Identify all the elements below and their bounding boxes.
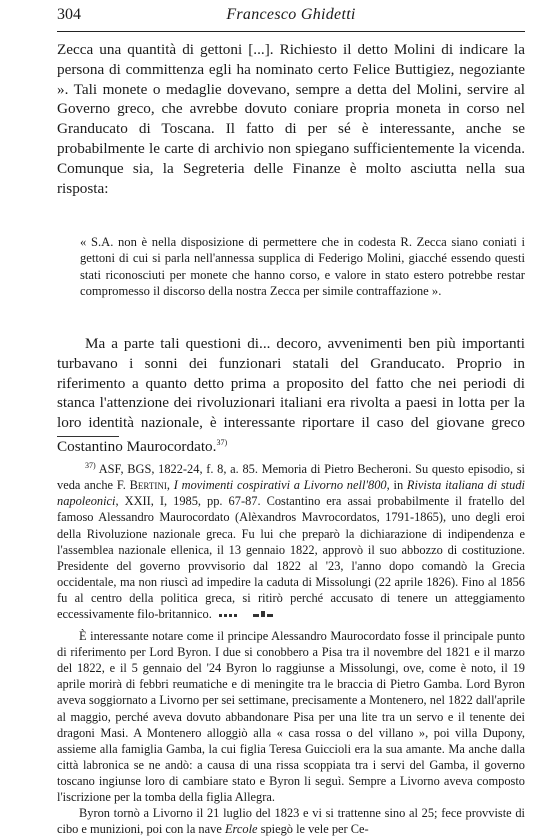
footnote-title: I movimenti cospirativi a Livorno nell'800	[173, 478, 387, 493]
body-paragraph-1: Zecca una quantità di gettoni [...]. Richiesto il detto Molini di indicare la persona di committenza egli ha nominato certo Felice Buttigiez, negoziante ». Tali monete o medaglie dovevano, sempre a detta del Molini, servire al Governo greco, che avrebbe dovuto coniare propria moneta in corso nel Granducato di Toscana. Il fatto di per sé è interessante, anche se probabilmente le carte di archivio non spiegano sufficientemente la vicenda. Comunque sia, la Segreteria delle Finanze è molto asciutta nella sua risposta:	[57, 41, 525, 197]
footnote-paragraph-3	[57, 805, 525, 837]
ink-smudge-mark	[215, 611, 285, 619]
body-paragraph-2	[57, 334, 525, 457]
main-text-2	[57, 334, 525, 457]
footnote-text-3: , XXII, I, 1985, pp. 67-87. Costantino era assai probabilmente il fratello del famoso Alessandro Maurocordato (Alèxandros Mavrocordatos, 1791-1865), uno degli eroi della Rivoluzione nazionale greca. Fu lui che preparò la dichiarazione di indipendenza e l'assemblea nazionale ellenica, il 13 gennaio 1822, approvò il suo abbozzo di costituzione. Presidente del governo provvisorio dal 1822 al '23, l'anno dopo comandò la Grecia occidentale, ma non riuscì ad impedire la caduta di Missolungi (22 aprile 1826). Fino al 1856 fu al centro della politica greca, si ritirò perché accusato di tenere un atteggiamento eccessivamente filo-britannico.	[57, 494, 525, 621]
footnote-marker: 37)	[85, 461, 96, 470]
running-title: Francesco Ghidetti	[226, 6, 356, 23]
footnote-reference: 37)	[216, 437, 228, 447]
footnote-37: $^{37)}$ ASF, BGS, 1822-24, f. 8, a. 85. Memoria di Pietro Becheroni. Su questo episodio, si veda anche F. Bertini, I movimenti cospirativi a Livorno nell'800, in Rivista italiana di studi napoleonici, XXII, I, 1985, pp. 67-87. Costantino era assai probabilmente il fratello del famoso Alessandro Maurocordato (Alèxandros Mavrocordatos, 1791-1865), uno degli eroi della Rivoluzione nazionale greca. Fu lui che preparò la dichiarazione di indipendenza e l'assemblea nazionale ellenica, il 13 gennaio 1822, approvò il suo abbozzo di costituzione. Presidente del governo provvisorio dal 1822 al '23, l'anno dopo comandò la Grecia occidentale, ma non riuscì ad impedire la caduta di Missolungi (22 aprile 1826). Fino al 1856 fu al centro della politica greca, si ritirò perché accusato di tenere un atteggiamento eccessivamente filo-britannico.	[57, 461, 526, 621]
quote-text: « S.A. non è nella disposizione di permettere che in codesta R. Zecca siano coniati i gettoni di cui si parla nell'annessa supplica di Federigo Molini, giacché essendo questi stati riconosciuti per monete che hanno corso, e valore in stato estero potrebbe restar compromesso il discorso della nostra Zecca per simile contraffazione ».	[80, 235, 525, 298]
footnotes	[57, 458, 525, 837]
header-rule	[57, 31, 525, 32]
footnote-author: Bertini	[129, 478, 167, 493]
footnote-journal: Rivista italiana di studi napoleonici	[57, 478, 525, 509]
page-header	[57, 6, 525, 28]
ship-name: Ercole	[224, 822, 258, 837]
footnote-text-1: ASF, BGS, 1822-24, f. 8, a. 85. Memoria di Pietro Becheroni. Su questo episodio, si veda anche F.	[57, 462, 526, 493]
main-text	[57, 40, 525, 198]
page-number: 304	[57, 6, 81, 23]
footnote-text-2: , in	[386, 478, 404, 493]
block-quote	[80, 234, 525, 299]
footnote-p3-text-2: spiegò le vele per Ce-	[260, 822, 369, 837]
footnote-p3-text-1: Byron tornò a Livorno il 21 luglio del 1823 e vi si trattenne sino al 25; fece provviste di cibo e munizioni, poi con la nave	[57, 806, 525, 837]
footnote-paragraph-2: È interessante notare come il principe Alessandro Maurocordato fosse il principale punto di riferimento per Lord Byron. I due si conobbero a Pisa tra il novembre del 1821 e il marzo del 1822, e il 5 gennaio del '24 Byron lo raggiunse a Missolungi, ove, come è noto, il 19 aprile morirà di febbri reumatiche e di meningite tra le braccia di Pietro Gamba. Lord Byron aveva soggiornato a Livorno per sei settimane, precisamente a Montenero, nel 1822 dall'aprile al maggio, perché aveva dovuto abbandonare Pisa per una lite tra un servo e il tenente dei dragoni Masi. A Montenero alloggiò alla « casa rossa o del villano », poi villa Dupony, assieme alla famiglia Gamba, la cui figlia Teresa Guiccioli era la sua amante. Ma anche dalla città labronica se ne andò: a causa di una rissa scoppiata tra i servi del Gamba, il governo toscano ingiunse loro di cambiare stato e Byron li seguì. Sempre a Livorno aveva composto l'iscrizione per la tomba della figlia Allegra.	[57, 629, 525, 804]
body-paragraph-2-text: Ma a parte tali questioni di... decoro, avvenimenti ben più importanti turbavano i sonni dei funzionari statali del Granducato. Proprio in riferimento a quanto detto prima a proposito del fatto che nei periodi di stanca l'attenzione dei rivoluzionari italiani era rivolta a paesi in lotta per la loro identità nazionale, è interessante riportare il caso del giovane greco Costantino Maurocordato.	[57, 335, 525, 456]
footnote-separator	[57, 436, 119, 437]
